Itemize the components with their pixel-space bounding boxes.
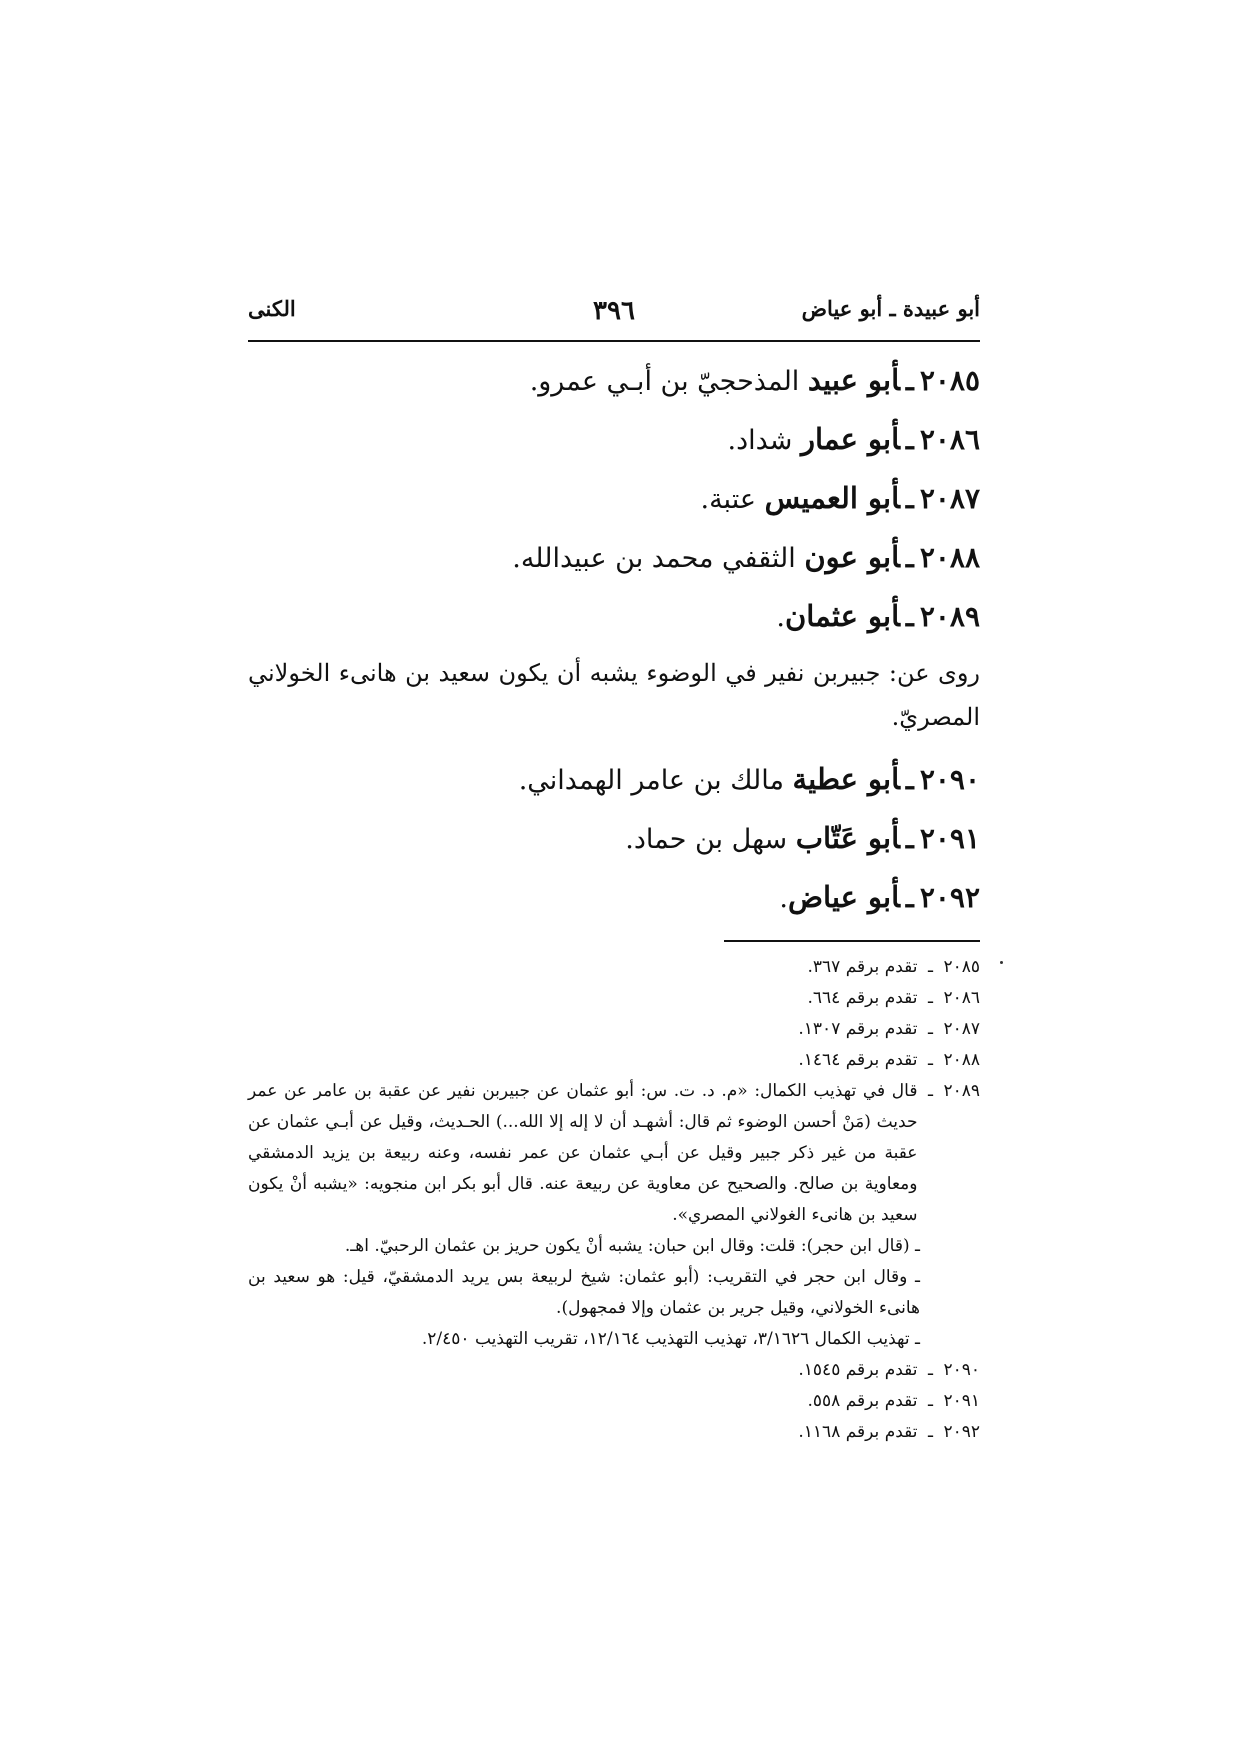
entry-2086 [248, 423, 980, 455]
entry-2088 [248, 541, 980, 573]
footnote-2085 [248, 952, 980, 983]
book-page [248, 296, 980, 1448]
footnote-text: تقدم برقم ١٣٠٧. [798, 1019, 918, 1039]
entry-note: روى عن: جبيربن نفير في الوضوء يشبه أن يكون سعيد بن هانىء الخولاني المصريّ. [248, 659, 980, 731]
footnote-text: تقدم برقم ٥٥٨. [807, 1391, 918, 1411]
entry-dash: ـ [905, 824, 914, 855]
entry-number: ٢٠٨٥ [919, 364, 980, 397]
entry-dash: ـ [905, 602, 914, 633]
footnote-text: تقدم برقم ٦٦٤. [807, 988, 918, 1008]
page-number: ٣٩٦ [593, 296, 635, 326]
footnote-number: ٢٠٨٩ [943, 1081, 980, 1101]
footnote-dash: ـ [927, 957, 933, 977]
entry-dash: ـ [905, 366, 914, 397]
footnote-number: ٢٠٨٧ [943, 1019, 980, 1039]
entry-number: ٢٠٩٠ [919, 763, 980, 796]
footnote-dash: ـ [927, 988, 933, 1008]
entry-kunya: أبو عون [804, 540, 900, 574]
footnote-text: تقدم برقم ١٥٤٥. [798, 1360, 918, 1380]
section-title: أبو عبيدة ـ أبو عياض [801, 296, 980, 321]
entry-text: مالك بن عامر الهمداني. [518, 765, 784, 796]
entry-text: . [779, 883, 788, 914]
entries-list [248, 364, 980, 913]
footnotes [248, 952, 980, 1448]
entry-dash: ـ [905, 883, 914, 914]
footnote-continuation: ـ تهذيب الكمال ٣/١٦٢٦، تهذيب التهذيب ١٢/١٦٤، تقريب التهذيب ٢/٤٥٠. [421, 1329, 920, 1349]
footnote-number: ٢٠٨٦ [943, 988, 980, 1008]
footnote-dash: ـ [927, 1360, 933, 1380]
entry-dash: ـ [905, 765, 914, 796]
footnote-dash: ـ [927, 1422, 933, 1442]
entry-kunya: أبو عثمان [784, 599, 900, 633]
entry-kunya: أبو عمار [801, 422, 900, 456]
footnote-number: ٢٠٩٢ [943, 1422, 980, 1442]
entry-2085 [248, 364, 980, 396]
footnote-2091 [248, 1386, 980, 1417]
footnote-number: ٢٠٩٠ [943, 1360, 980, 1380]
entry-kunya: أبو عبيد [807, 363, 900, 397]
footnote-2087 [248, 1014, 980, 1045]
footnote-2086 [248, 983, 980, 1014]
entry-2090 [248, 763, 980, 795]
entry-number: ٢٠٩١ [919, 822, 980, 855]
entry-2092 [248, 881, 980, 913]
entry-text: . [776, 602, 785, 633]
footnote-continuation: ـ وقال ابن حجر في التقريب: (أبو عثمان: شيخ لربيعة بس يريد الدمشقيّ، قيل: هو سعيد بن هانىء الخولاني، وقيل جرير بن عثمان وإلا فمجهول). [248, 1267, 920, 1318]
entry-text: سهل بن حماد. [625, 824, 788, 855]
entry-kunya: أبو عياض [787, 880, 900, 914]
footnote-dash: ـ [927, 1019, 933, 1039]
entry-number: ٢٠٨٦ [919, 423, 980, 456]
entry-2091 [248, 822, 980, 854]
entry-2089 [248, 600, 980, 632]
entry-number: ٢٠٨٧ [919, 482, 980, 515]
entry-dash: ـ [905, 543, 914, 574]
running-head [248, 296, 980, 340]
entry-kunya: أبو عَتّاب [795, 821, 900, 855]
entry-dash: ـ [905, 425, 914, 456]
entry-text: المذحجيّ بن أبـي عمرو. [529, 366, 800, 397]
book-section: الكنى [248, 296, 296, 321]
entry-2087 [248, 482, 980, 514]
footnote-text: تقدم برقم ١٤٦٤. [798, 1050, 918, 1070]
entry-kunya: أبو عطية [792, 762, 900, 796]
footnote-number: ٢٠٩١ [943, 1391, 980, 1411]
entry-dash: ـ [905, 484, 914, 515]
entry-number: ٢٠٨٩ [919, 600, 980, 633]
footnote-text: قال في تهذيب الكمال: «م. د. ت. س: أبو عثمان عن جبيربن نفير عن عقبة بن عامر عن عمر حديث (مَنْ أحسن الوضوء ثم قال: أشهـد أن لا إله إلا الله...) الحـديث، وقيل عن أبـي عثمان عن عقبة من غير ذكر جبير وقيل عن أبـي عثمان عن عمر نفسه، وعنه ربيعة بن يزيد الدمشقي ومعاوية بن صالح. والصحيح عن معاوية عن ربيعة عنه. قال أبو بكر ابن منجويه: «يشبه أنْ يكون سعيد بن هانىء الغولاني المصري». [248, 1081, 918, 1225]
footnote-2089 [248, 1076, 980, 1231]
footnote-2090 [248, 1355, 980, 1386]
entry-kunya: أبو العميس [764, 481, 900, 515]
footnote-number: ٢٠٨٨ [943, 1050, 980, 1070]
scan-speck [1000, 961, 1003, 964]
footnote-2092 [248, 1417, 980, 1448]
footnote-number: ٢٠٨٥ [943, 957, 980, 977]
footnote-text: تقدم برقم ١١٦٨. [798, 1422, 918, 1442]
footnote-continuation: ـ (قال ابن حجر): قلت: وقال ابن حبان: يشبه أنْ يكون حريز بن عثمان الرحبيّ. اهـ. [344, 1236, 920, 1256]
entry-text: شداد. [727, 425, 793, 456]
footnote-dash: ـ [927, 1081, 933, 1101]
entry-number: ٢٠٩٢ [919, 881, 980, 914]
entry-number: ٢٠٨٨ [919, 541, 980, 574]
header-rule [248, 340, 980, 342]
footnote-2088 [248, 1045, 980, 1076]
footnote-dash: ـ [927, 1050, 933, 1070]
footnote-rule [724, 940, 980, 942]
footnote-dash: ـ [927, 1391, 933, 1411]
entry-text: الثقفي محمد بن عبيدالله. [512, 543, 796, 574]
entry-text: عتبة. [700, 484, 756, 515]
footnote-text: تقدم برقم ٣٦٧. [807, 957, 918, 977]
